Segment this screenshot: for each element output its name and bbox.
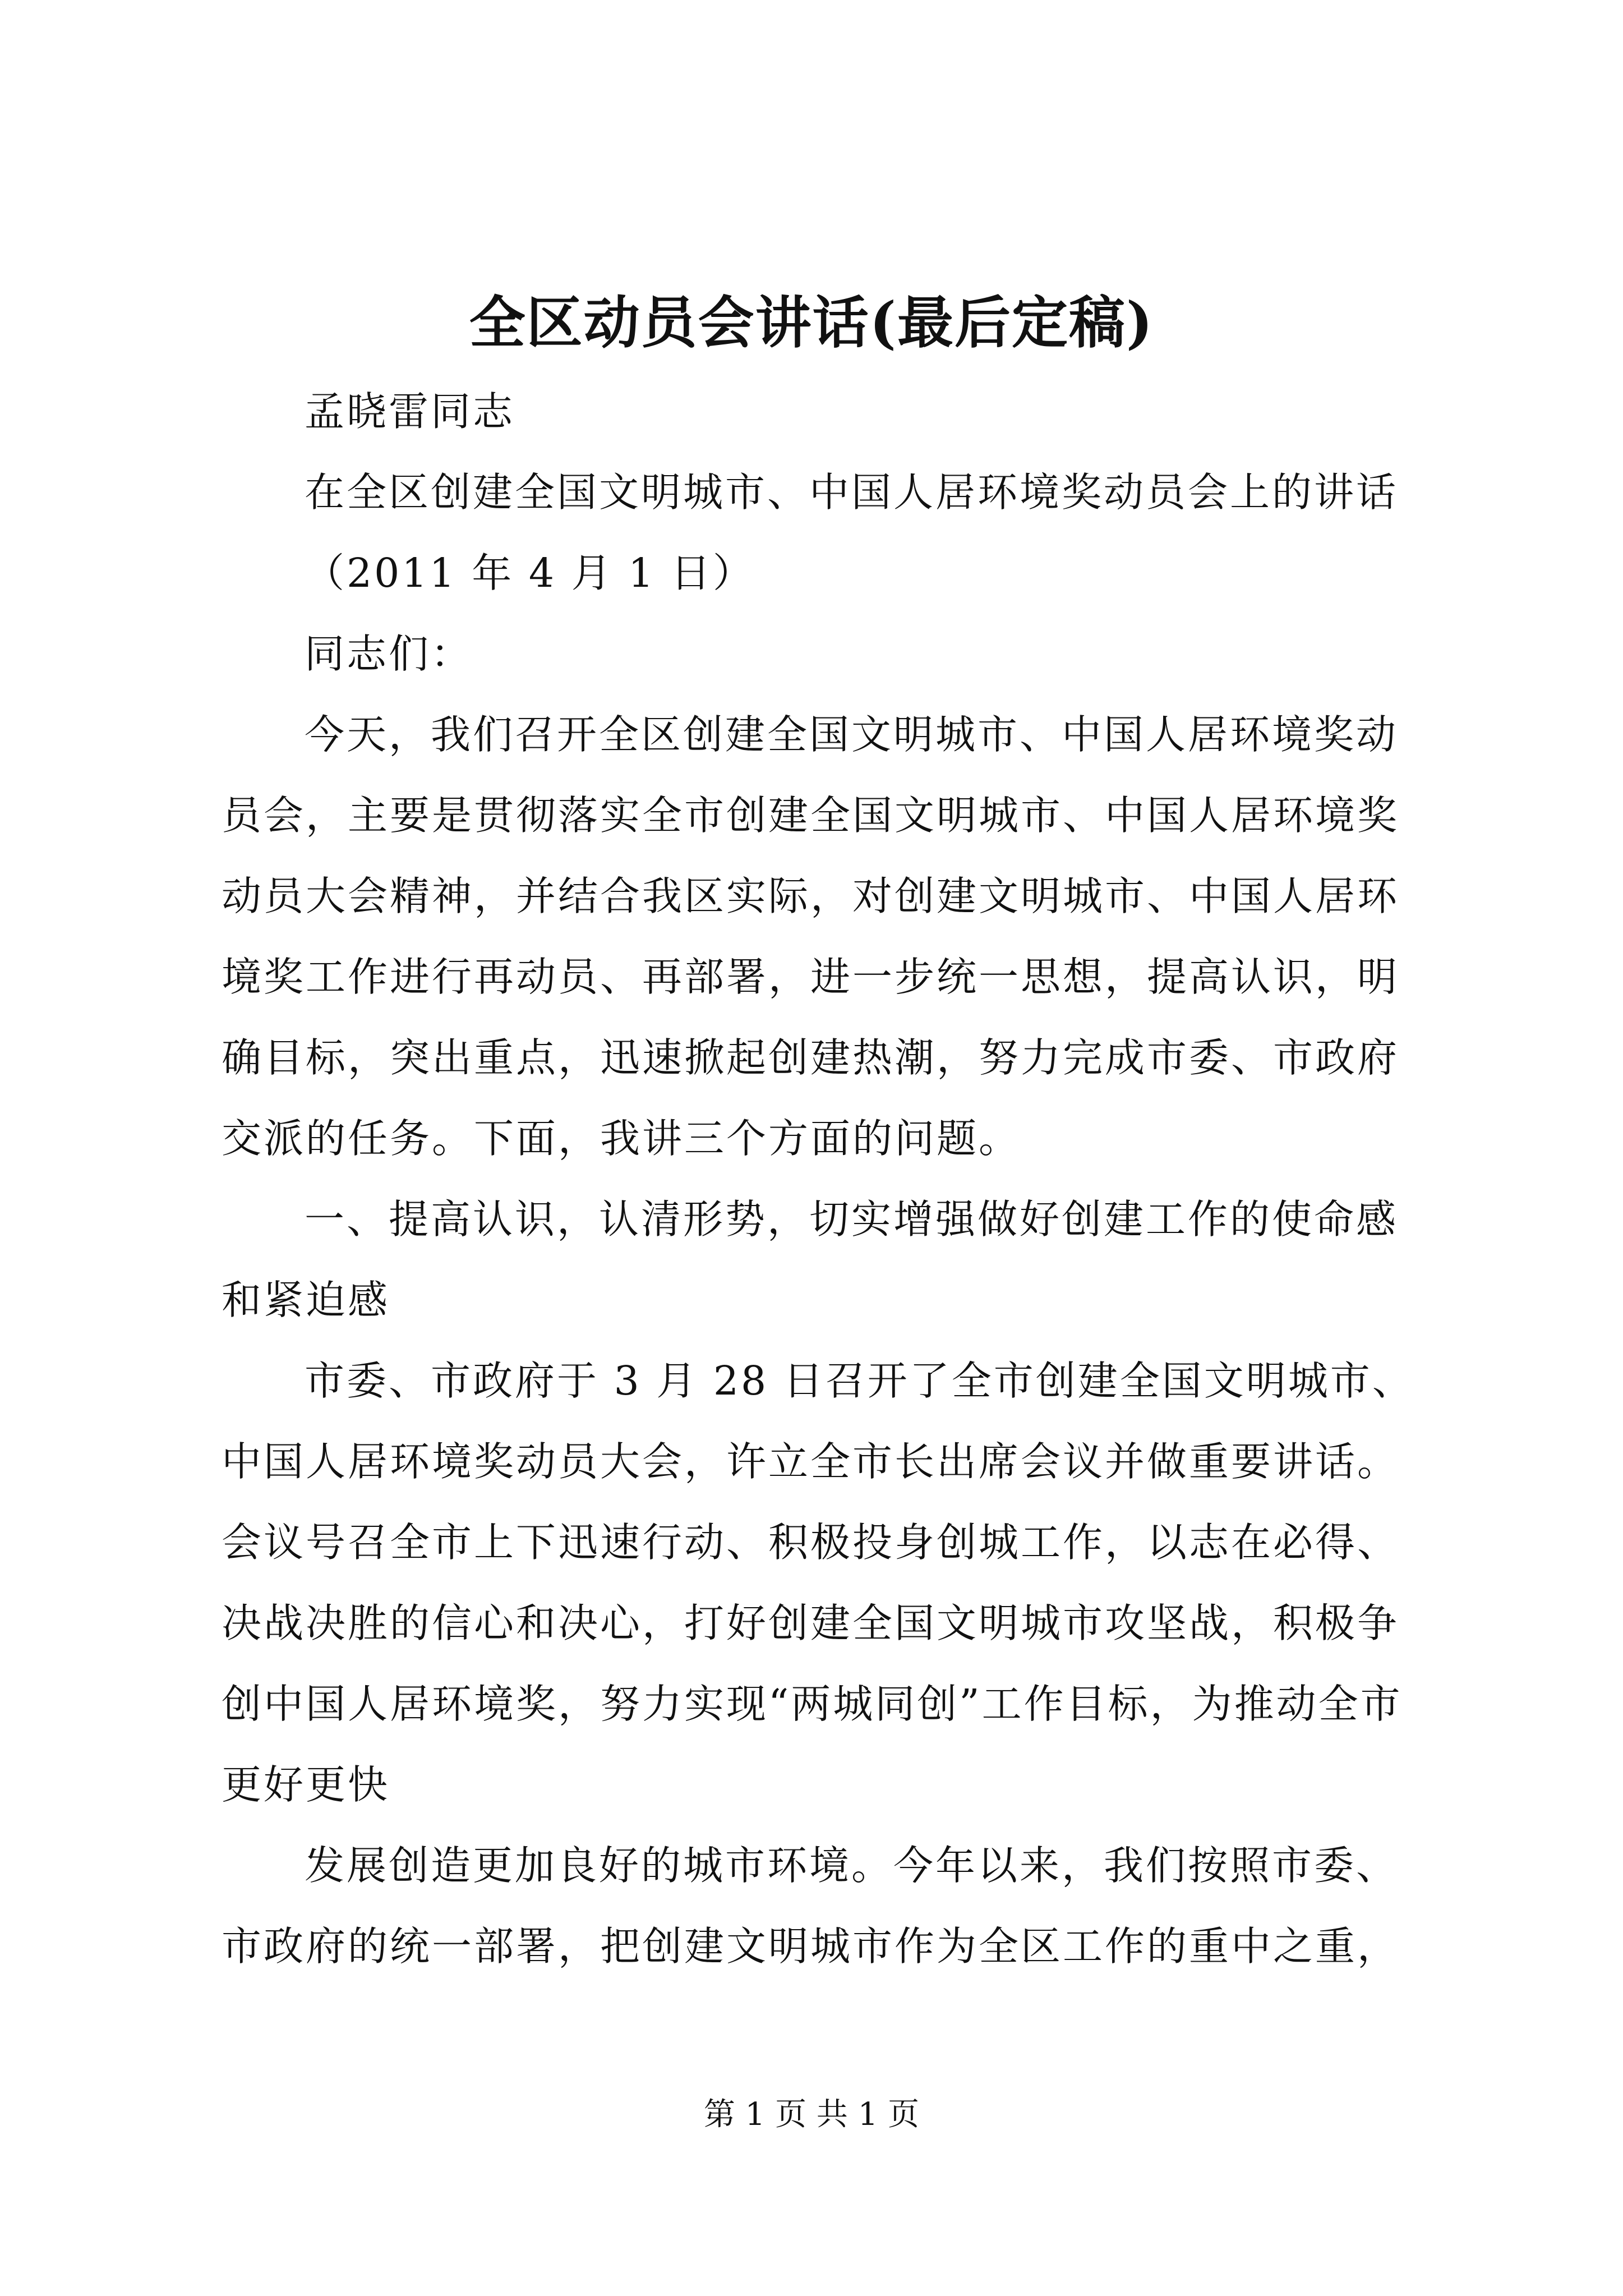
document-title: 全区动员会讲话(最后定稿) xyxy=(469,289,1154,356)
document-body xyxy=(222,371,1416,1987)
page-footer: 第 1 页 共 1 页 xyxy=(703,2096,920,2133)
salutation: 同志们： xyxy=(305,631,473,677)
paragraph-meeting: 市委、市政府于 3 月 28 日召开了全市创建全国文明城市、中国人居环境奖动员大会，许立全市长出席会议并做重要讲话。会议号召全市上下迅速行动、积极投身创城工作，以志在必得、决战决胜的信心和决心，打好创建全国文明城市攻坚战，积极争创中国人居环境奖，努力实现“两城同创”工作目标，为推动全市更好更快 xyxy=(222,1358,1414,1808)
paragraph-intro: 今天，我们召开全区创建全国文明城市、中国人居环境奖动员会，主要是贯彻落实全市创建全国文明城市、中国人居环境奖动员大会精神，并结合我区实际，对创建文明城市、中国人居环境奖工作进行再动员、再部署，进一步统一思想，提高认识，明确目标，突出重点，迅速掀起创建热潮，努力完成市委、市政府交派的任务。下面，我讲三个方面的问题。 xyxy=(222,711,1400,1162)
author-line: 孟晓雷同志 xyxy=(305,388,515,435)
section-heading-1: 一、提高认识，认清形势，切实增强做好创建工作的使命感和紧迫感 xyxy=(222,1196,1399,1323)
speech-subtitle: 在全区创建全国文明城市、中国人居环境奖动员会上的讲话 xyxy=(305,469,1399,516)
paragraph-development: 发展创造更加良好的城市环境。今年以来，我们按照市委、市政府的统一部署，把创建文明城市作为全区工作的重中之重， xyxy=(222,1842,1400,1970)
speech-date: （2011 年 4 月 1 日） xyxy=(305,550,755,596)
